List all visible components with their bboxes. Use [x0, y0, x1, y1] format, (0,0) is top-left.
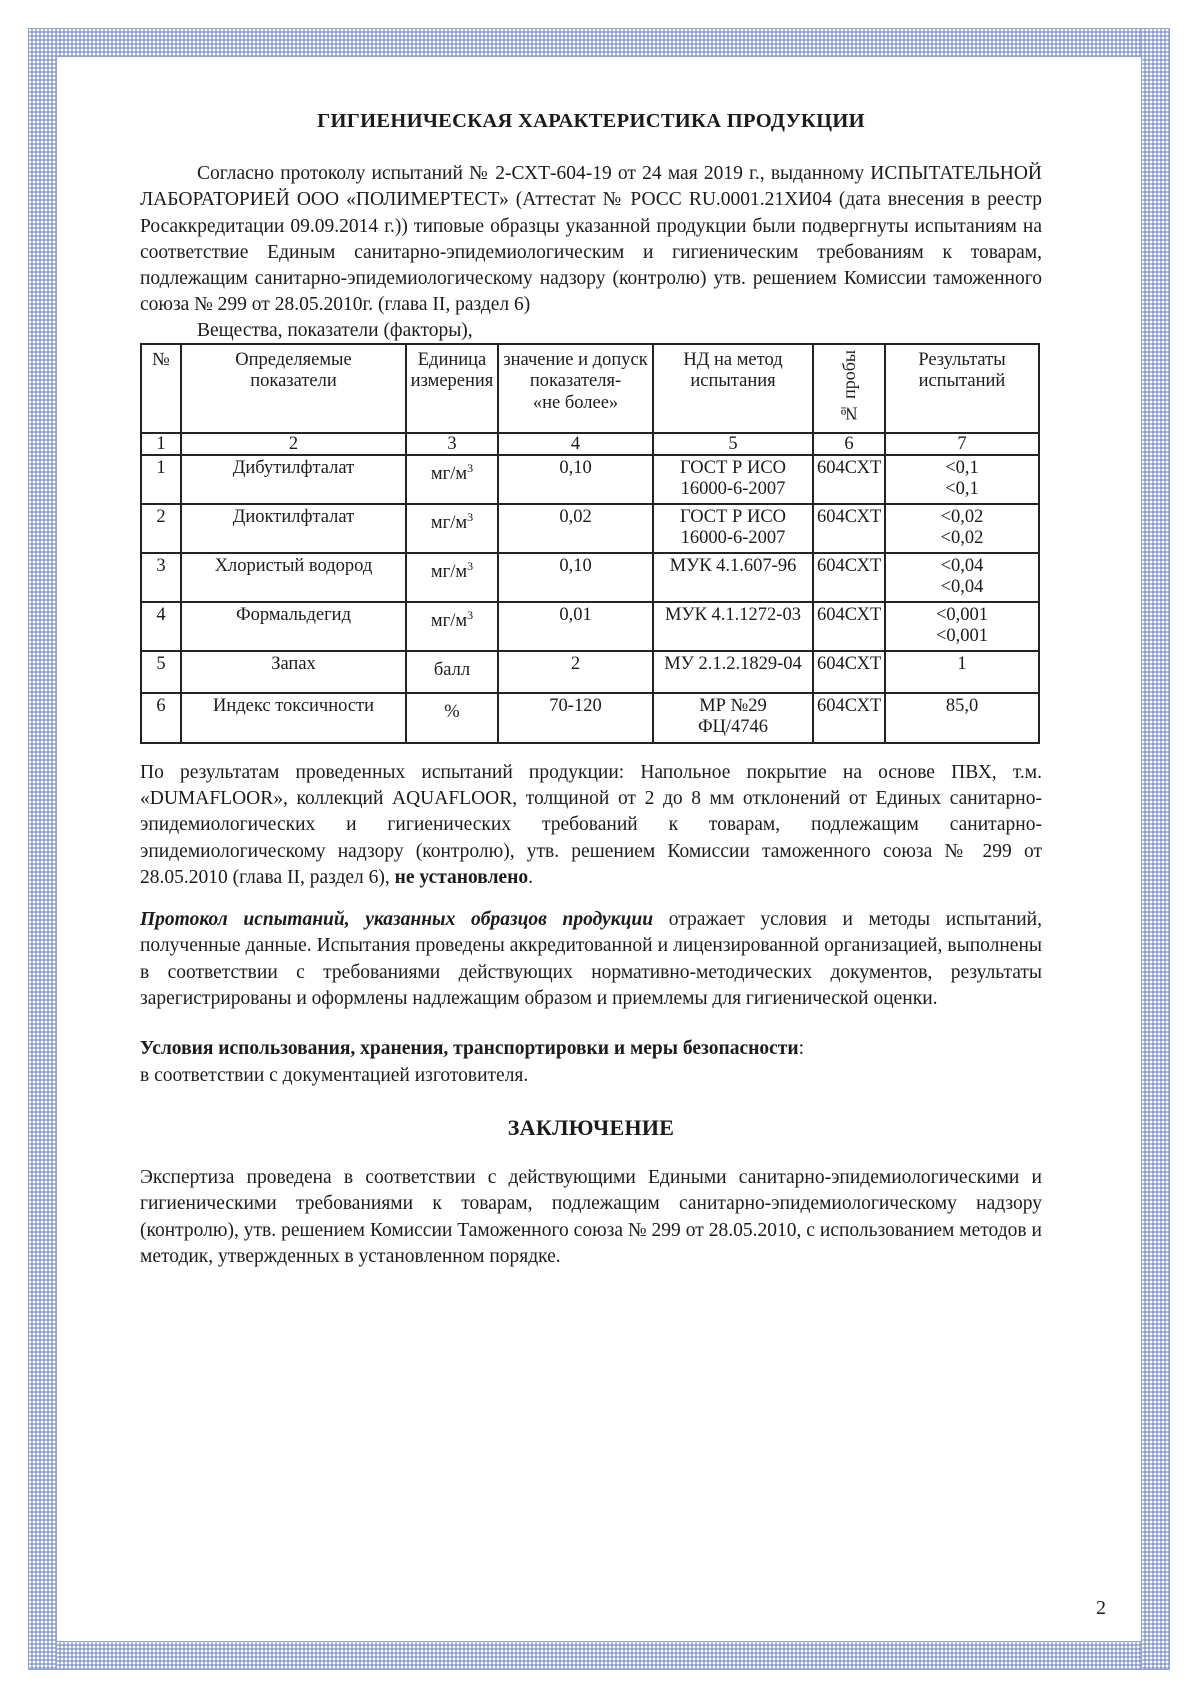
header-indicator — [181, 344, 406, 433]
cell-unit — [406, 651, 498, 693]
page-number: 2 — [1096, 1597, 1106, 1619]
cell-limit: 0,02 — [498, 504, 653, 553]
cell-num: 2 — [141, 504, 181, 553]
header-unit — [406, 344, 498, 433]
conditions-paragraph — [140, 1036, 1042, 1089]
cell-method — [653, 693, 813, 743]
results-text-after: . — [528, 866, 534, 888]
header-line: испытания — [690, 371, 776, 392]
method-line: ГОСТ Р ИСО — [679, 506, 787, 527]
cell-sample: 604СХТ — [813, 504, 885, 553]
table-row — [141, 504, 1039, 553]
cell-sample: 604СХТ — [813, 455, 885, 504]
conclusion-paragraph: Экспертиза проведена в соответствии с действующими Едиными санитарно-эпидемиологическими и гигиеническими требованиями к товарам, подлежащим санитарно-эпидемиологическому надзору (контролю), утв. решением Комиссии Таможенного союза № 299 от 28.05.2010, с использованием методов и методик, утвержденных в установленном порядке. — [140, 1166, 1042, 1267]
table-row — [141, 553, 1039, 602]
guilloche-border-left — [28, 28, 57, 1670]
cell-limit: 0,10 — [498, 455, 653, 504]
protocol-text: отражает условия и методы испытаний, полученные данные. Испытания проведены аккредитованной и лицензированной организацией, выполнены в соответствии с требованиями действующих нормативно-методических документов, результаты зарегистрированы и оформлены надлежащим образом и приемлемы для гигиенической оценки. — [140, 909, 1042, 1010]
method-line: 16000-6-2007 — [680, 479, 786, 500]
cell-unit — [406, 602, 498, 651]
cell-num: 6 — [141, 693, 181, 743]
results-bold-text: не установлено — [394, 866, 529, 888]
header-line: Единица — [417, 349, 487, 370]
result-line: <0,02 — [940, 506, 984, 527]
table-row — [141, 455, 1039, 504]
result-line: <0,001 — [935, 626, 989, 647]
unit-superscript: 3 — [467, 460, 474, 475]
cell-num: 1 — [141, 455, 181, 504]
cell-method — [653, 455, 813, 504]
cell-num: 5 — [141, 651, 181, 693]
column-number: 3 — [406, 433, 498, 455]
cell-method — [653, 504, 813, 553]
conclusion-heading: ЗАКЛЮЧЕНИЕ — [507, 1114, 675, 1140]
cell-sample: 604СХТ — [813, 553, 885, 602]
unit-superscript: 3 — [467, 558, 474, 573]
intro-paragraph: Согласно протоколу испытаний № 2-СХТ-604-19 от 24 мая 2019 г., выданному ИСПЫТАТЕЛЬНОЙ ЛАБОРАТОРИЕЙ ООО «ПОЛИМЕРТЕСТ» (Аттестат № РОСС RU.0001.21ХИ04 (дата внесения в реестр Росаккредитации 09.09.2014 г.)) типовые образцы указанной продукции были подвергнуты испытаниям на соответствие Единым санитарно-эпидемиологическим и гигиеническим требованиям к товарам, подлежащим санитарно-эпидемиологическому надзору (контролю) утв. решением Комиссии таможенного союза № 299 от 28.05.2010г. (глава II, раздел 6) — [140, 163, 1042, 316]
protocol-lead-bold-italic: Протокол испытаний, указанных образцов продукции — [140, 909, 654, 931]
cell-result — [885, 553, 1039, 602]
cell-limit: 0,10 — [498, 553, 653, 602]
cell-indicator: Диоктилфталат — [181, 504, 406, 553]
unit-superscript: 3 — [467, 607, 474, 622]
vertical-header-text: № пробы — [838, 349, 859, 424]
cell-method — [653, 602, 813, 651]
header-line: «не более» — [532, 392, 619, 413]
cell-sample: 604СХТ — [813, 651, 885, 693]
unit-text: % — [444, 701, 460, 722]
result-line: <0,1 — [945, 479, 979, 500]
header-line: значение и допуск — [503, 349, 648, 370]
header-limit — [498, 344, 653, 433]
column-number: 4 — [498, 433, 653, 455]
conditions-second-line: в соответствии с документацией изготовителя. — [140, 1064, 529, 1086]
header-line: Определяемые — [235, 349, 352, 370]
result-line: <0,04 — [940, 555, 984, 576]
cell-indicator: Формальдегид — [181, 602, 406, 651]
cell-unit — [406, 693, 498, 743]
guilloche-border-top — [28, 28, 1170, 57]
column-number-row — [141, 433, 1039, 455]
result-line: <0,02 — [940, 528, 984, 549]
cell-limit: 0,01 — [498, 602, 653, 651]
method-line: ФЦ/4746 — [697, 717, 769, 738]
table-row — [141, 602, 1039, 651]
column-number: 7 — [885, 433, 1039, 455]
cell-limit: 2 — [498, 651, 653, 693]
cell-unit — [406, 553, 498, 602]
header-line: измерения — [410, 371, 494, 392]
column-number: 5 — [653, 433, 813, 455]
test-results-table — [140, 343, 1040, 744]
method-line: МР №29 — [699, 695, 767, 716]
unit-text: мг/м — [430, 463, 468, 484]
guilloche-border-right — [1141, 28, 1170, 1670]
result-line: <0,001 — [935, 604, 989, 625]
cell-method — [653, 553, 813, 602]
header-line: показатели — [250, 371, 337, 392]
protocol-paragraph — [140, 907, 1042, 1012]
column-number: 2 — [181, 433, 406, 455]
method-line: ГОСТ Р ИСО — [679, 457, 787, 478]
method-line: МУК 4.1.607-96 — [669, 555, 797, 576]
method-line: МУ 2.1.2.1829-04 — [664, 653, 802, 674]
header-line: Результаты — [918, 349, 1006, 370]
header-line: показателя- — [529, 371, 622, 392]
cell-result — [885, 602, 1039, 651]
result-line: <0,1 — [945, 457, 979, 478]
result-line: <0,04 — [940, 577, 984, 598]
page-content — [140, 110, 1042, 1270]
cell-result — [885, 693, 1039, 743]
cell-indicator: Дибутилфталат — [181, 455, 406, 504]
header-method — [653, 344, 813, 433]
header-result — [885, 344, 1039, 433]
cell-result — [885, 504, 1039, 553]
result-line: 85,0 — [945, 695, 979, 716]
cell-result — [885, 455, 1039, 504]
cell-indicator: Запах — [181, 651, 406, 693]
table-header-row — [141, 344, 1039, 433]
method-line: МУК 4.1.1272-03 — [665, 604, 801, 625]
cell-sample: 604СХТ — [813, 693, 885, 743]
unit-text: балл — [433, 659, 471, 680]
method-line: 16000-6-2007 — [680, 528, 786, 549]
column-number: 1 — [141, 433, 181, 455]
results-paragraph — [140, 760, 1042, 891]
table-row — [141, 693, 1039, 743]
unit-text: мг/м — [430, 610, 468, 631]
unit-superscript: 3 — [467, 509, 474, 524]
cell-method — [653, 651, 813, 693]
unit-text: мг/м — [430, 512, 468, 533]
results-text: По результатам проведенных испытаний продукции: Напольное покрытие на основе ПВХ, т.м. «DUMAFLOOR», коллекций AQUAFLOOR, толщиной от 2 до 8 мм отклонений от Единых санитарно-эпидемиологических и гигиенических требований к товарам, подлежащим санитарно-эпидемиологическому надзору (контролю), утв. решением Комиссии таможенного союза № 299 от 28.05.2010 (глава II, раздел 6), — [140, 761, 1042, 888]
header-num: № — [141, 344, 181, 433]
cell-result — [885, 651, 1039, 693]
cell-unit — [406, 504, 498, 553]
result-line: 1 — [957, 653, 967, 674]
header-line: НД на метод — [683, 349, 783, 370]
cell-indicator: Хлористый водород — [181, 553, 406, 602]
cell-limit: 70-120 — [498, 693, 653, 743]
column-number: 6 — [813, 433, 885, 455]
cell-indicator: Индекс токсичности — [181, 693, 406, 743]
unit-text: мг/м — [430, 561, 468, 582]
conditions-bold-text: Условия использования, хранения, транспортировки и меры безопасности — [140, 1038, 799, 1060]
cell-unit — [406, 455, 498, 504]
table-caption: Вещества, показатели (факторы), — [197, 319, 473, 341]
conditions-colon: : — [798, 1038, 804, 1060]
cell-sample: 604СХТ — [813, 602, 885, 651]
header-sample-number — [813, 344, 885, 433]
cell-num: 4 — [141, 602, 181, 651]
table-row — [141, 651, 1039, 693]
cell-num: 3 — [141, 553, 181, 602]
document-title: ГИГИЕНИЧЕСКАЯ ХАРАКТЕРИСТИКА ПРОДУКЦИИ — [317, 110, 865, 132]
header-line: испытаний — [918, 371, 1006, 392]
guilloche-border-bottom — [28, 1641, 1170, 1670]
